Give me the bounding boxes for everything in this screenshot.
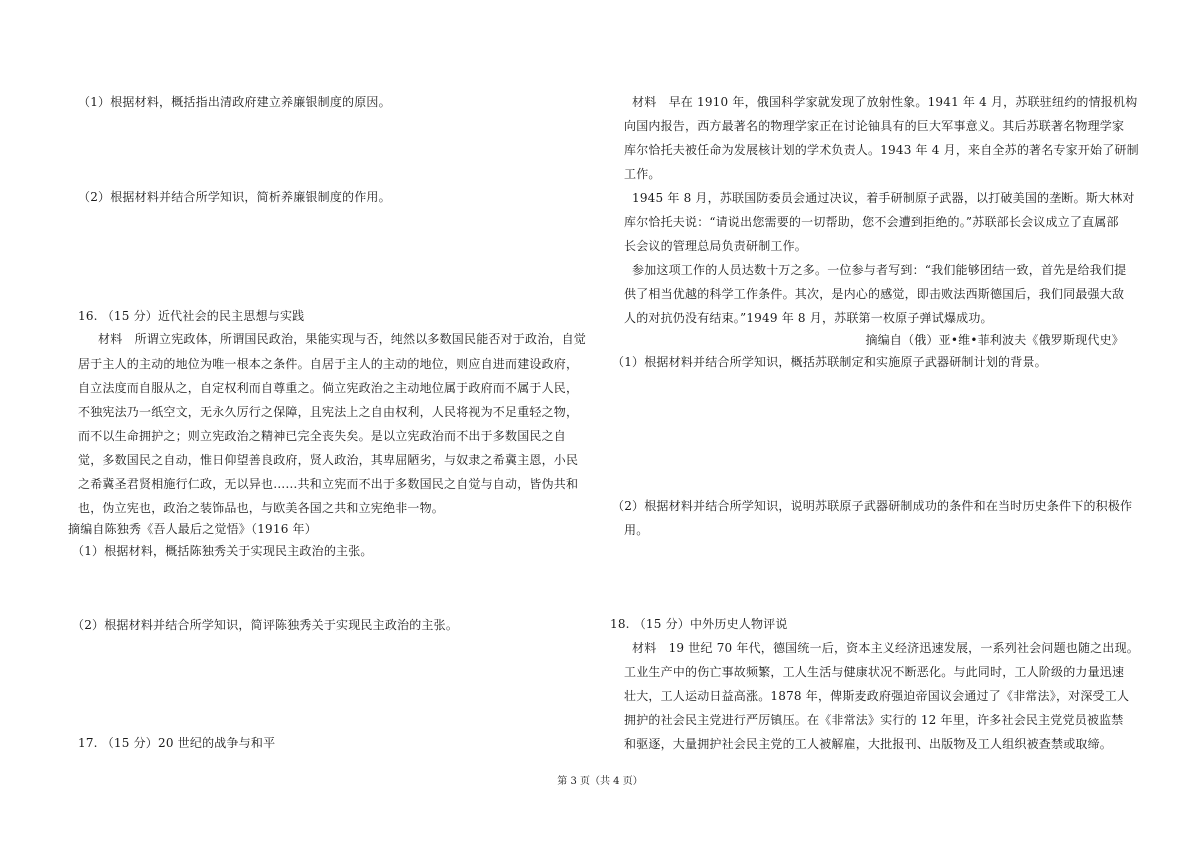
q16-material-line: 不独宪法乃一纸空文，无永久厉行之保障，且宪法上之自由权利，人民将视为不足重轻之物， [78,405,579,419]
q17-material-line: 库尔恰托夫说：“请说出您需要的一切帮助，您不会遭到拒绝的。”苏联部长会议成立了直属部 [624,215,1119,229]
q17-material-line: 库尔恰托夫被任命为发展核计划的学术负责人。1943 年 4 月，来自全苏的著名专家开始了研制 [624,143,1139,157]
q17-subquestion-2: （2）根据材料并结合所学知识，说明苏联原子武器研制成功的条件和在当时历史条件下的积极作 [612,499,1133,513]
q17-source: 摘编自（俄）亚•维•菲利波夫《俄罗斯现代史》 [865,333,1124,347]
q17-material-line: 工作。 [624,167,661,181]
q16-material-line: 居于主人的主动的地位为唯一根本之条件。自居于主人的主动的地位，则应自进而建设政府， [78,357,579,371]
q17-material-line: 长会议的管理总局负责研制工作。 [624,239,808,253]
q16-material-line: 而不以生命拥护之；则立宪政治之精神已完全丧失矣。是以立宪政治而不出于多数国民之自 [78,429,567,443]
q16-material-line: 也，伪立宪也，政治之装饰品也，与欧美各国之共和立宪绝非一物。 [78,501,445,515]
q18-material-line: 工业生产中的伤亡事故频繁，工人生活与健康状况不断恶化。与此同时，工人阶级的力量迅速 [624,665,1125,679]
q16-subquestion-1: （1）根据材料，概括陈独秀关于实现民主政治的主张。 [72,544,373,558]
q18-material-line: 材料 19 世纪 70 年代，德国统一后，资本主义经济迅速发展，一系列社会问题也随之出现。 [632,641,1139,655]
q18-material-line: 和驱逐，大量拥护社会民主党的工人被解雇，大批报刊、出版物及工人组织被查禁或取缔。 [624,737,1113,751]
q18-material-line: 壮大，工人运动日益高涨。1878 年，俾斯麦政府强迫帝国议会通过了《非常法》，对深受工人 [624,689,1130,703]
page-number-footer: 第 3 页（共 4 页） [557,776,643,787]
q16-title: 16. （15 分）近代社会的民主思想与实践 [78,309,305,323]
q17-title: 17. （15 分）20 世纪的战争与和平 [78,736,276,750]
q16-source: 摘编自陈独秀《吾人最后之觉悟》（1916 年） [68,522,317,536]
q16-material-line: 材料 所谓立宪政体，所谓国民政治，果能实现与否，纯然以多数国民能否对于政治，自觉 [98,332,587,346]
q18-title: 18. （15 分）中外历史人物评说 [610,617,788,631]
q18-material-line: 拥护的社会民主党进行严厉镇压。在《非常法》实行的 12 年里，许多社会民主党党员被监禁 [624,713,1124,727]
q16-material-line: 自立法度而自服从之，自定权利而自尊重之。倘立宪政治之主动地位属于政府而不属于人民， [78,381,579,395]
q15-subquestion-1: （1）根据材料，概括指出清政府建立养廉银制度的原因。 [78,95,391,109]
q15-subquestion-2: （2）根据材料并结合所学知识，简析养廉银制度的作用。 [78,190,391,204]
q16-subquestion-2: （2）根据材料并结合所学知识，简评陈独秀关于实现民主政治的主张。 [72,618,459,632]
q17-material-line: 供了相当优越的科学工作条件。其次，是内心的感觉，即击败法西斯德国后，我们同最强大敌 [624,287,1125,301]
q17-material-line: 材料 早在 1910 年，俄国科学家就发现了放射性象。1941 年 4 月，苏联驻纽约的情报机构 [632,95,1138,109]
q17-material-line: 参加这项工作的人员达数十万之多。一位参与者写到：“我们能够团结一致，首先是给我们提 [632,263,1127,277]
q17-material-line: 1945 年 8 月，苏联国防委员会通过决议，着手研制原子武器，以打破美国的垄断。斯大林对 [632,191,1135,205]
q16-material-line: 觉，多数国民之自动，惟日仰望善良政府，贤人政治，其卑屈陋劣，与奴隶之希冀主恩，小民 [78,453,579,467]
q17-material-line: 向国内报告，西方最著名的物理学家正在讨论铀具有的巨大军事意义。其后苏联著名物理学家 [624,119,1125,133]
q16-material-line: 之希冀圣君贤相施行仁政，无以异也……共和立宪而不出于多数国民之自觉与自动，皆伪共和 [78,477,579,491]
q17-material-line: 人的对抗仍没有结束。”1949 年 8 月，苏联第一枚原子弹试爆成功。 [624,311,993,325]
q17-subquestion-2-continued: 用。 [624,523,649,537]
q17-subquestion-1: （1）根据材料并结合所学知识，概括苏联制定和实施原子武器研制计划的背景。 [612,355,1047,369]
